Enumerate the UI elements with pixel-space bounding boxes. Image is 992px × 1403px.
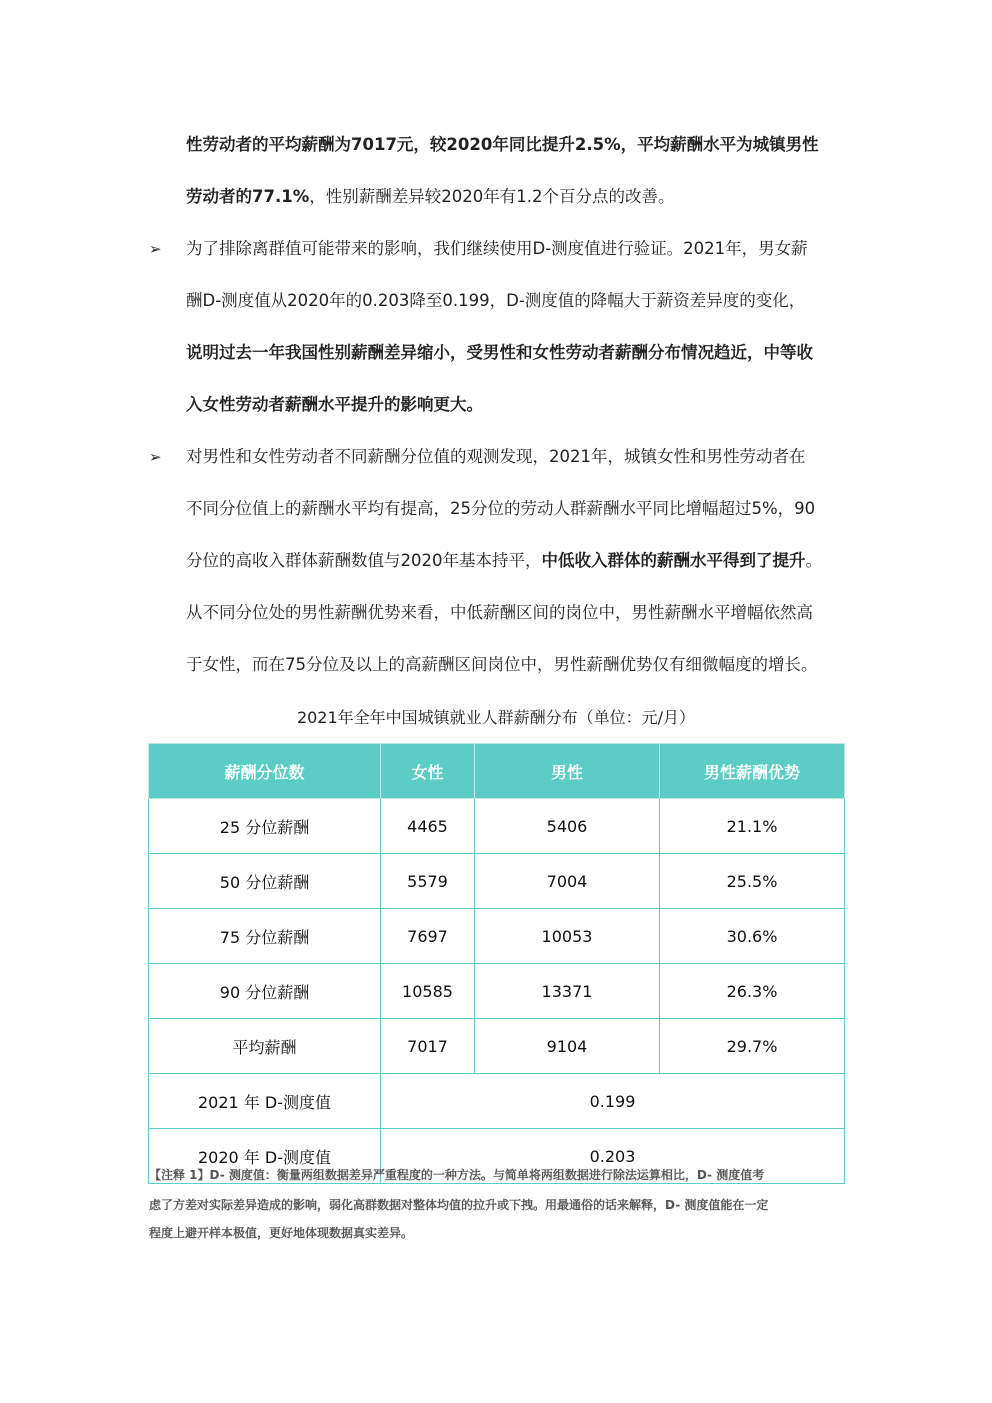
row-label: 2021 年 D-测度值 xyxy=(149,1074,381,1129)
male-value: 7004 xyxy=(475,854,660,909)
table-header-row xyxy=(149,744,845,799)
table-row xyxy=(149,964,845,1019)
paragraph-3-line-5: 于女性，而在75分位及以上的高薪酬区间岗位中，男性薪酬优势仅有细微幅度的增长。 xyxy=(186,655,818,674)
footnote-line-2: 虑了方差对实际差异造成的影响，弱化高群数据对整体均值的拉升或下拽。用最通俗的话来解释，D- 测度值能在一定 xyxy=(149,1198,769,1212)
advantage-value: 25.5% xyxy=(660,854,845,909)
table-row xyxy=(149,799,845,854)
male-value: 13371 xyxy=(475,964,660,1019)
d-measure-value: 0.199 xyxy=(381,1074,845,1129)
male-value: 9104 xyxy=(475,1019,660,1074)
table-caption: 2021年全年中国城镇就业人群薪酬分布（单位：元/月） xyxy=(296,708,696,727)
d-measure-value: 0.203 xyxy=(381,1129,845,1184)
paragraph-1-line-2: 劳动者的77.1%，性别薪酬差异较2020年有1.2个百分点的改善。 xyxy=(186,187,675,206)
paragraph-2-line-2: 酬D-测度值从2020年的0.203降至0.199，D-测度值的降幅大于薪资差异度的变化， xyxy=(186,291,806,310)
table-row xyxy=(149,854,845,909)
header-male-advantage: 男性薪酬优势 xyxy=(660,744,845,799)
advantage-value: 26.3% xyxy=(660,964,845,1019)
paragraph-2-line-1: 为了排除离群值可能带来的影响，我们继续使用D-测度值进行验证。2021年，男女薪 xyxy=(186,239,808,258)
advantage-value: 30.6% xyxy=(660,909,845,964)
female-value: 4465 xyxy=(381,799,475,854)
footnote-line-3: 程度上避开样本极值，更好地体现数据真实差异。 xyxy=(149,1226,414,1240)
table-row xyxy=(149,1019,845,1074)
paragraph-3-line-4: 从不同分位处的男性薪酬优势来看，中低薪酬区间的岗位中，男性薪酬水平增幅依然高 xyxy=(186,603,813,622)
advantage-value: 21.1% xyxy=(660,799,845,854)
row-label: 2020 年 D-测度值 xyxy=(149,1129,381,1184)
header-female: 女性 xyxy=(381,744,475,799)
male-value: 10053 xyxy=(475,909,660,964)
row-label: 75 分位薪酬 xyxy=(149,909,381,964)
bullet-arrow-icon: ➢ xyxy=(149,448,162,466)
row-label: 50 分位薪酬 xyxy=(149,854,381,909)
paragraph-2-line-4: 入女性劳动者薪酬水平提升的影响更大。 xyxy=(186,395,483,414)
advantage-value: 29.7% xyxy=(660,1019,845,1074)
male-value: 5406 xyxy=(475,799,660,854)
salary-distribution-table xyxy=(148,743,845,1184)
paragraph-3-line-1: 对男性和女性劳动者不同薪酬分位值的观测发现，2021年，城镇女性和男性劳动者在 xyxy=(186,447,806,466)
paragraph-1-line-1: 性劳动者的平均薪酬为7017元，较2020年同比提升2.5%，平均薪酬水平为城镇男性 xyxy=(186,135,819,154)
table-row-d-measure xyxy=(149,1074,845,1129)
row-label: 25 分位薪酬 xyxy=(149,799,381,854)
footnote-line-1: 【注释 1】D- 测度值：衡量两组数据差异严重程度的一种方法。与简单将两组数据进行除法运算相比，D- 测度值考 xyxy=(149,1168,765,1182)
table-row xyxy=(149,909,845,964)
female-value: 7697 xyxy=(381,909,475,964)
header-percentile: 薪酬分位数 xyxy=(149,744,381,799)
row-label: 90 分位薪酬 xyxy=(149,964,381,1019)
paragraph-3-line-2: 不同分位值上的薪酬水平均有提高，25分位的劳动人群薪酬水平同比增幅超过5%，90 xyxy=(186,499,816,518)
female-value: 5579 xyxy=(381,854,475,909)
bullet-arrow-icon: ➢ xyxy=(149,240,162,258)
paragraph-3-line-3: 分位的高收入群体薪酬数值与2020年基本持平，中低收入群体的薪酬水平得到了提升。 xyxy=(186,551,822,570)
female-value: 7017 xyxy=(381,1019,475,1074)
female-value: 10585 xyxy=(381,964,475,1019)
header-male: 男性 xyxy=(475,744,660,799)
paragraph-2-line-3: 说明过去一年我国性别薪酬差异缩小，受男性和女性劳动者薪酬分布情况趋近，中等收 xyxy=(186,343,813,362)
row-label: 平均薪酬 xyxy=(149,1019,381,1074)
